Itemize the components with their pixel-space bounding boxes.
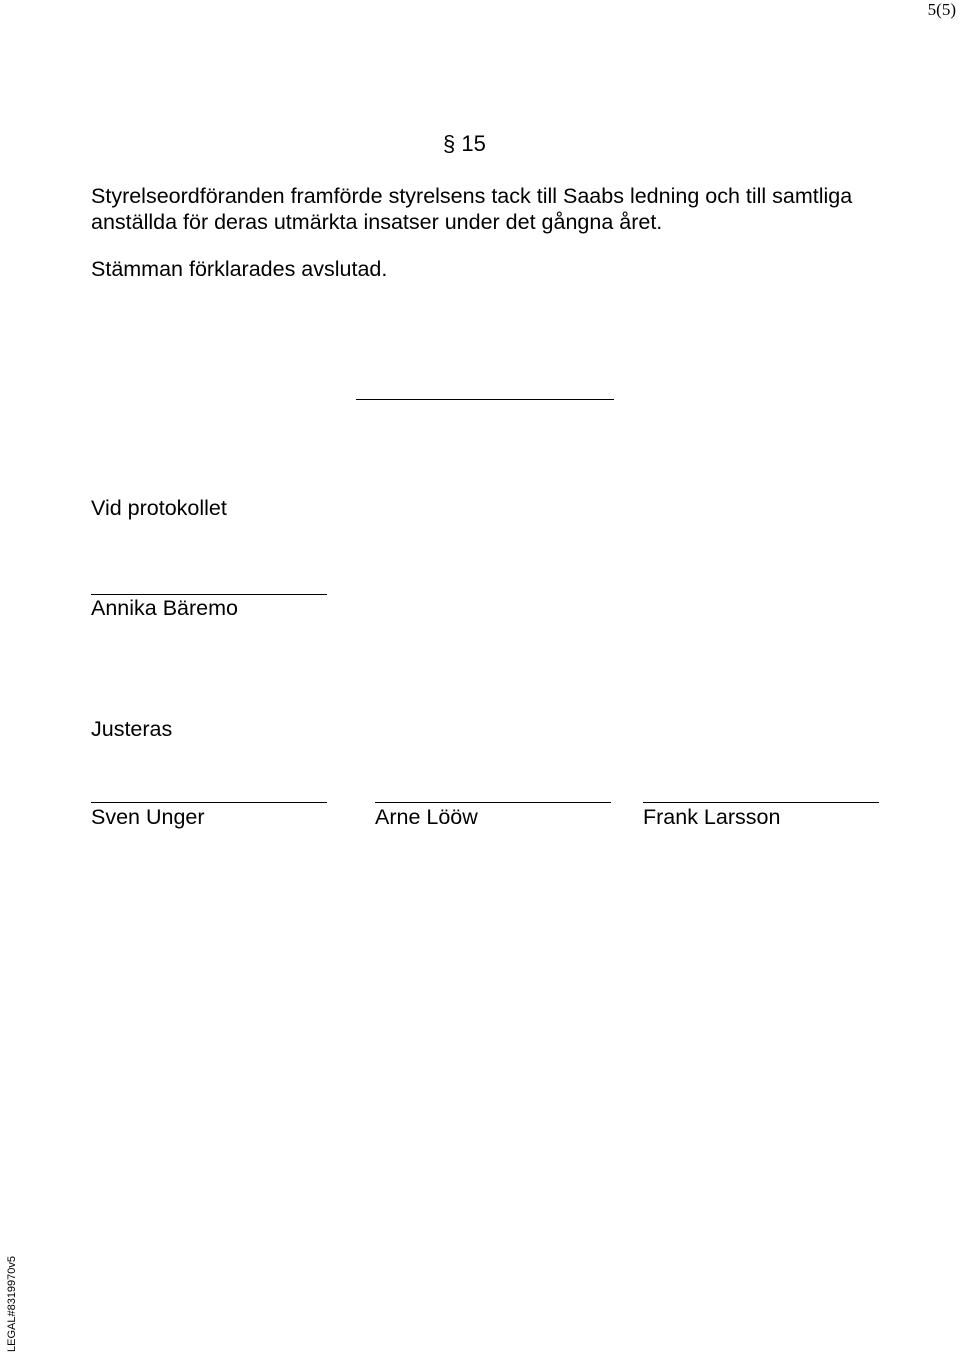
signature-line-1: [91, 802, 327, 803]
secretary-name: Annika Bäremo: [91, 596, 238, 620]
closing-paragraph-line-2: anställda för deras utmärkta insatser under det gångna året.: [91, 210, 663, 234]
page-number: 5(5): [927, 0, 956, 19]
signatory-name-3: Frank Larsson: [643, 805, 781, 829]
approval-label: Justeras: [91, 717, 173, 741]
section-heading: § 15: [443, 131, 486, 156]
signature-line-2: [375, 802, 611, 803]
closing-paragraph: [91, 183, 852, 235]
signature-line-3: [643, 802, 879, 803]
document-id: LEGAL#8319970v5: [6, 1255, 18, 1352]
minutes-label: Vid protokollet: [91, 496, 227, 520]
meeting-closed-text: Stämman förklarades avslutad.: [91, 257, 388, 281]
section-divider: [356, 399, 614, 400]
signatory-name-1: Sven Unger: [91, 805, 205, 829]
signatory-name-2: Arne Lööw: [375, 805, 478, 829]
closing-paragraph-line-1: Styrelseordföranden framförde styrelsens tack till Saabs ledning och till samtliga: [91, 184, 853, 208]
